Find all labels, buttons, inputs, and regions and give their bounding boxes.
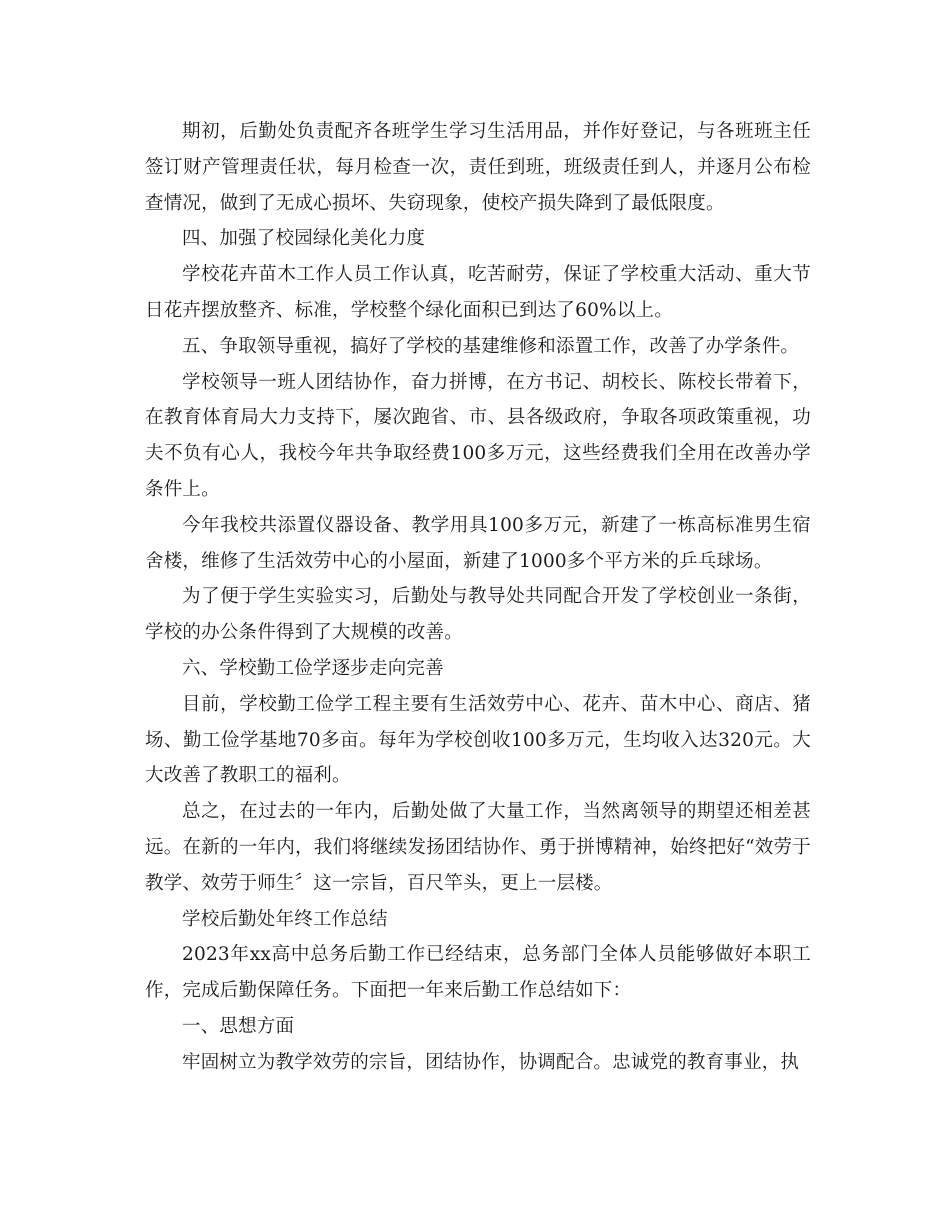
document-body [145,114,811,1081]
paragraph: 学校领导一班人团结协作，奋力拼博，在方书记、胡校长、陈校长带着下，在教育体育局大力支持下，屡次跑省、市、县各级政府，争取各项政策重视，功夫不负有心人，我校今年共争取经费100多万元，这些经费我们全用在改善办学条件上。 [145,371,811,500]
paragraph: 学校花卉苗木工作人员工作认真，吃苦耐劳，保证了学校重大活动、重大节日花卉摆放整齐、标准，学校整个绿化面积已到达了60%以上。 [145,264,811,321]
paragraph: 期初，后勤处负责配齐各班学生学习生活用品，并作好登记，与各班班主任签订财产管理责任状，每月检查一次，责任到班，班级责任到人，并逐月公布检查情况，做到了无成心损坏、失窃现象，使校产损失降到了最低限度。 [145,121,811,214]
section-heading: 六、学校勤工俭学逐步走向完善 [182,657,444,679]
section-heading: 四、加强了校园绿化美化力度 [182,228,426,250]
section-heading: 五、争取领导重视，搞好了学校的基建维修和添置工作，改善了办学条件。 [182,335,800,357]
paragraph: 为了便于学生实验实习，后勤处与教导处共同配合开发了学校创业一条街，学校的办公条件得到了大规模的改善。 [145,586,811,644]
section-heading: 一、思想方面 [182,1015,295,1037]
paragraph: 目前，学校勤工俭学工程主要有生活效劳中心、花卉、苗木中心、商店、猪场、勤工俭学基地70多亩。每年为学校创收100多万元，生均收入达320元。大大改善了教职工的福利。 [145,693,811,787]
paragraph: 2023年xx高中总务后勤工作已经结束，总务部门全体人员能够做好本职工作，完成后勤保障任务。下面把一年来后勤工作总结如下： [145,944,811,1002]
document-title: 学校后勤处年终工作总结 [182,908,388,930]
paragraph: 总之，在过去的一年内，后勤处做了大量工作，当然离领导的期望还相差甚远。在新的一年内，我们将继续发扬团结协作、勇于拼博精神，始终把好“效劳于教学、效劳于师生〞这一宗旨，百尺竿头，更上一层楼。 [145,801,811,894]
paragraph: 今年我校共添置仪器设备、教学用具100多万元，新建了一栋高标准男生宿舍楼，维修了生活效劳中心的小屋面，新建了1000多个平方米的乒乓球场。 [145,514,811,572]
paragraph: 牢固树立为教学效劳的宗旨，团结协作，协调配合。忠诚党的教育事业，执 [182,1051,800,1073]
